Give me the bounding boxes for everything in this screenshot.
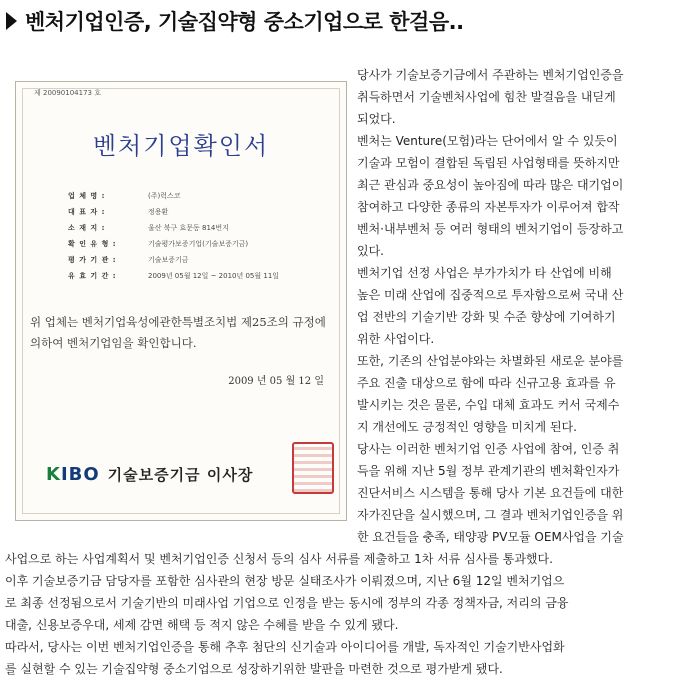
field-value: 2009년 05월 12일 ~ 2010년 05월 11일	[148, 272, 280, 280]
field-label: 업 체 명 :	[68, 192, 106, 200]
paragraph-line: 사업으로 하는 사업계획서 및 벤처기업인증 신청서 등의 심사 서류를 제출하고 1차 서류 심사를 통과했다.	[5, 552, 553, 566]
paragraph-line: 당사가 기술보증기금에서 주관하는 벤처기업인증을	[357, 68, 624, 82]
field-value: (주)럭스코	[148, 192, 181, 200]
paragraph-line: 벤처·내부벤처 등 여러 형태의 벤처기업이 등장하고	[357, 222, 624, 236]
certificate-field-row	[68, 188, 338, 204]
official-seal-icon	[292, 442, 334, 494]
venture-certificate-image	[15, 81, 347, 521]
field-value: 기술보증기금	[148, 256, 189, 264]
field-label: 소 재 지 :	[68, 224, 106, 232]
certificate-field-row	[68, 236, 338, 252]
paragraph-line: 자가진단을 실시했으며, 그 결과 벤처기업인증을 위	[357, 508, 624, 522]
field-value: 울산 북구 효문동 814번지	[148, 224, 229, 232]
paragraph-line: 발시키는 것은 물론, 수입 대체 효과도 커서 국제수	[357, 398, 620, 412]
field-value: 기술평가보증기업(기술보증기금)	[148, 240, 249, 248]
title-bullet-icon	[6, 12, 17, 30]
paragraph-line: 또한, 기존의 산업분야와는 차별화된 새로운 분야를	[357, 354, 624, 368]
certificate-field-row	[68, 252, 338, 268]
certificate-field-row	[68, 204, 338, 220]
paragraph-line: 를 실현할 수 있는 기술집약형 중소기업으로 성장하기위한 발판을 마련한 것으로 평가받게 됐다.	[5, 662, 503, 676]
certificate-title: 벤처기업확인서	[92, 132, 270, 160]
paragraph-line: 득을 위해 지난 5월 정부 관계기관의 벤처확인자가	[357, 464, 620, 478]
field-label: 확 인 유 형 :	[68, 240, 117, 248]
paragraph-line: 이후 기술보증기금 담당자를 포함한 심사관의 현장 방문 실태조사가 이뤄졌으며, 지난 6월 12일 벤처기업으	[5, 574, 565, 588]
paragraph-line: 진단서비스 시스템을 통해 당사 기본 요건들에 대한	[357, 486, 624, 500]
paragraph-line: 위한 사업이다.	[357, 332, 435, 346]
paragraph-line: 로 최종 선정됨으로서 기술기반의 미래사업 기업으로 인정을 받는 동시에 정부의 각종 정책자금, 저리의 금융	[5, 596, 569, 610]
field-value: 정용환	[148, 208, 169, 216]
paragraph-line: 최근 관심과 중요성이 높아짐에 따라 많은 대기업이	[357, 178, 624, 192]
paragraph-line: 주요 진출 대상으로 함에 따라 신규고용 효과를 유	[357, 376, 616, 390]
certificate-field-row	[68, 220, 338, 236]
paragraph-line: 참여하고 다양한 종류의 자본투자가 이루어져 합작	[357, 200, 620, 214]
paragraph-line: 되었다.	[357, 112, 396, 126]
field-label: 대 표 자 :	[68, 208, 106, 216]
paragraph-line: 한 요건들을 충족, 태양광 PV모듈 OEM사업을 기술	[357, 530, 624, 544]
page-title	[6, 6, 464, 36]
page-title-text: 벤처기업인증, 기술집약형 중소기업으로 한걸음..	[25, 10, 464, 34]
certificate-number: 제 20090104173 호	[34, 89, 101, 97]
certificate-issuer: 기술보증기금 이사장	[107, 466, 254, 484]
paragraph-line: 기술과 모험이 결합된 독립된 사업형태를 뜻하지만	[357, 156, 620, 170]
certificate-fields	[68, 188, 338, 284]
paragraph-line: 있다.	[357, 244, 384, 258]
certificate-date: 2009 년 05 월 12 일	[228, 376, 324, 387]
paragraph-line: 당사는 이러한 벤처기업 인증 사업에 참여, 인증 취	[357, 442, 620, 456]
field-label: 평 가 기 관 :	[68, 256, 117, 264]
paragraph-line: 벤처기업 선정 사업은 부가가치가 타 산업에 비해	[357, 266, 612, 280]
paragraph-line: 지 개선에도 긍정적인 영향을 미치게 된다.	[357, 420, 577, 434]
paragraph-line: 높은 미래 산업에 집중적으로 투자함으로써 국내 산	[357, 288, 624, 302]
paragraph-line: 대출, 신용보증우대, 세제 감면 해택 등 적지 않은 수혜를 받을 수 있게 됐다.	[5, 618, 399, 632]
field-label: 유 효 기 간 :	[68, 272, 117, 280]
kibo-logo: KIBO	[46, 464, 100, 485]
paragraph-line: 따라서, 당사는 이번 벤처기업인증을 통해 추후 첨단의 신기술과 아이디어를 개발, 독자적인 기술기반사업화	[5, 640, 565, 654]
certificate-field-row	[68, 268, 338, 284]
certificate-footer	[46, 464, 253, 485]
paragraph-line: 벤처는 Venture(모험)라는 단어에서 알 수 있듯이	[357, 134, 618, 148]
certificate-body-text: 위 업체는 벤처기업육성에관한특별조치법 제25조의 규정에 의하여 벤처기업임을 확인합니다.	[30, 315, 326, 350]
paragraph-line: 취득하면서 기술벤처사업에 힘찬 발걸음을 내딛게	[357, 90, 616, 104]
paragraph-line: 업 전반의 기술기반 강화 및 수준 향상에 기여하기	[357, 310, 616, 324]
